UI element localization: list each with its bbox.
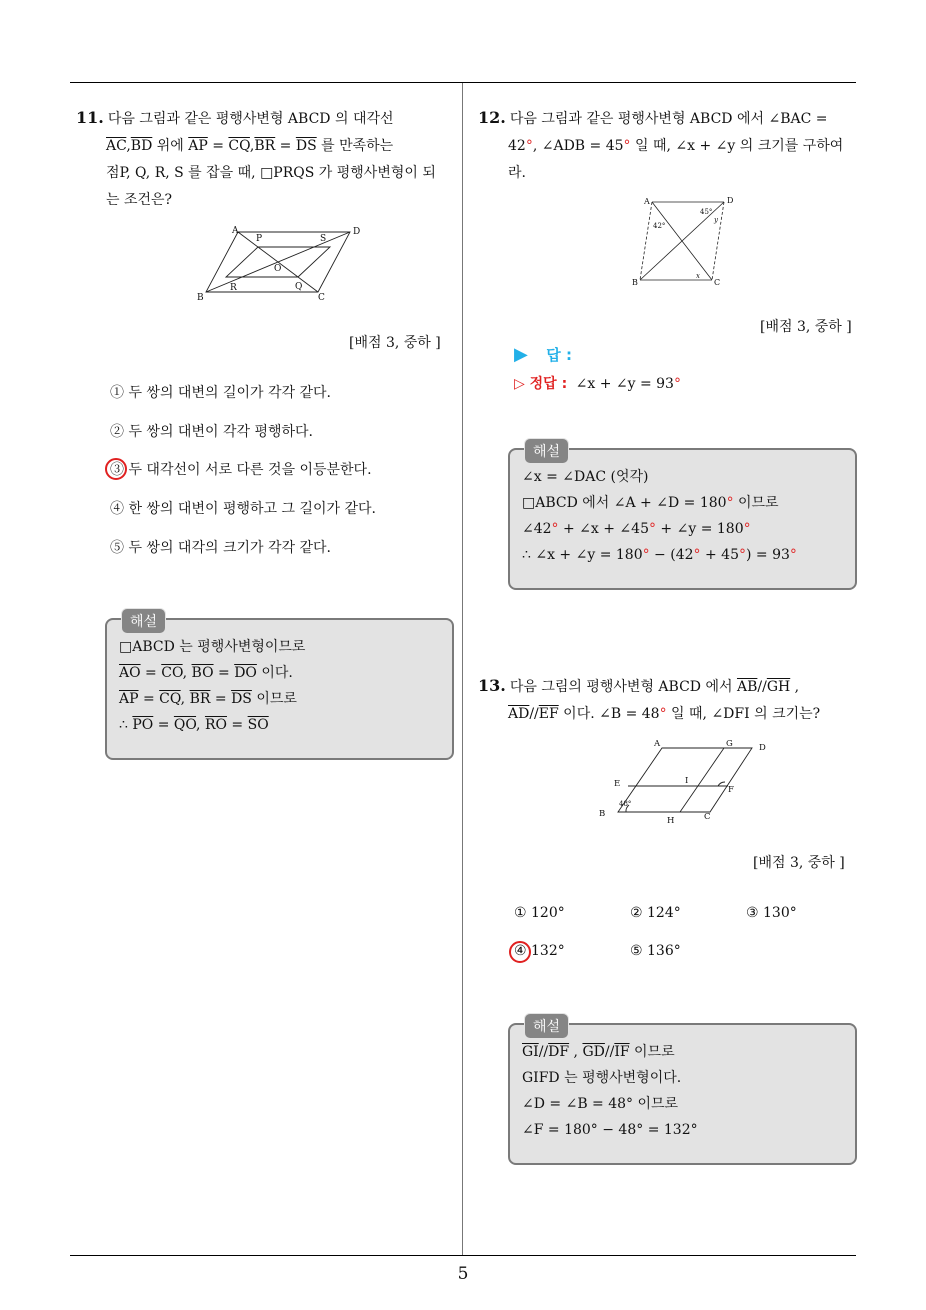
q13-explanation-tag: 해설 <box>524 1013 569 1039</box>
q13-fig-label-i: I <box>685 776 689 786</box>
q12-fig-angle-42: 42° <box>653 222 666 230</box>
q13-explanation-box <box>508 1019 857 1165</box>
q11-fig-label-p: P <box>256 234 263 244</box>
q13-expl-line4: ∠F = 180° − 48° = 132° <box>522 1122 698 1138</box>
q13-selected-answer-mark <box>509 941 531 963</box>
q13-fig-label-b: B <box>599 809 606 819</box>
q11-expl-line3: $\overline{AP} = \overline{CQ}$, $\overline{BR} = \overline{DS}$ 이므로 <box>119 691 297 707</box>
q11-expl-line1: □ABCD 는 평행사변형이므로 <box>119 639 306 655</box>
q12-correct-row: ▷ 정답 : ∠x + ∠y = 93° <box>514 376 681 392</box>
q11-fig-label-a: A <box>232 226 239 236</box>
q12-fig-label-a: A <box>644 197 650 206</box>
q12-line3: 라. <box>508 165 526 181</box>
q11-fig-label-d: D <box>353 227 361 237</box>
q13-choice-4[interactable]: ④ 132° <box>514 943 565 959</box>
q11-fig-label-s: S <box>320 234 327 244</box>
q13-figure <box>592 734 782 828</box>
q11-explanation-box <box>105 614 454 760</box>
q12-line2: 42°, ∠ADB = 45° 일 때, ∠x + ∠y 의 크기를 구하여 <box>508 138 844 154</box>
q11-figure <box>190 222 370 306</box>
q12-answer-row <box>514 344 572 365</box>
column-divider <box>462 83 463 1255</box>
q12-fig-label-c: C <box>714 278 721 287</box>
q13-expl-line1: $\overline{GI}//\overline{DF}$ , $\overline{GD}//\overline{IF}$ 이므로 <box>522 1044 675 1060</box>
top-rule <box>70 82 856 83</box>
page-number: 5 <box>457 1264 469 1284</box>
q12-fig-label-b: B <box>632 278 638 287</box>
q11-expl-line2: $\overline{AO} = \overline{CO}$, $\overline{BO} = \overline{DO}$ 이다. <box>119 665 293 681</box>
q13-score: [배점 3, 중하 ] <box>753 855 845 871</box>
q13-fig-label-f: F <box>728 785 734 795</box>
q12-fig-angle-x: x <box>696 272 700 280</box>
q11-number: 11. <box>76 108 104 127</box>
q12-answer-label: 답 : <box>546 346 573 364</box>
q11-selected-answer-mark <box>105 458 127 480</box>
bottom-rule <box>70 1255 856 1256</box>
q12-expl-line3: ∠42° + ∠x + ∠45° + ∠y = 180° <box>522 521 751 537</box>
q12-expl-line4: ∴ ∠x + ∠y = 180° − (42° + 45°) = 93° <box>522 547 797 563</box>
q13-fig-label-a: A <box>654 739 661 749</box>
q11-fig-label-q: Q <box>295 282 303 292</box>
q13-choice-3[interactable]: ③ 130° <box>746 905 797 921</box>
q11-text <box>76 104 454 214</box>
q12-number: 12. <box>478 108 506 127</box>
q11-choice-1[interactable]: ① 두 쌍의 대변의 길이가 각각 같다. <box>110 385 331 401</box>
q13-text <box>478 672 858 728</box>
q13-fig-label-h: H <box>667 816 675 826</box>
q13-choice-5[interactable]: ⑤ 136° <box>630 943 681 959</box>
q11-expl-line4: ∴ $\overline{PO} = \overline{QO}$, $\overline{RO} = \overline{SO}$ <box>119 717 269 733</box>
q12-expl-line2: □ABCD 에서 ∠A + ∠D = 180° 이므로 <box>522 495 779 511</box>
q11-line4: 는 조건은? <box>106 192 173 208</box>
q12-correct-label: ▷ 정답 : <box>514 376 568 392</box>
q12-explanation-tag: 해설 <box>524 438 569 464</box>
q13-fig-angle-48: 48° <box>619 800 632 808</box>
q11-choice-2[interactable]: ② 두 쌍의 대변이 각각 평행하다. <box>110 424 313 440</box>
q11-choice-5[interactable]: ⑤ 두 쌍의 대각의 크기가 각각 같다. <box>110 540 331 556</box>
q12-figure <box>626 192 746 292</box>
q12-score: [배점 3, 중하 ] <box>760 319 852 335</box>
q13-fig-label-d: D <box>759 743 766 753</box>
q13-fig-label-c: C <box>704 812 711 822</box>
q11-line1: 11. 다음 그림과 같은 평행사변형 ABCD 의 대각선 <box>76 108 394 127</box>
q12-text <box>478 104 858 187</box>
q11-fig-label-o: O <box>274 264 282 274</box>
q11-line3: 점P, Q, R, S 를 잡을 때, □PRQS 가 평행사변형이 되 <box>106 165 436 181</box>
q11-score: [배점 3, 중하 ] <box>349 335 441 351</box>
q12-fig-angle-y: y <box>714 216 718 224</box>
q12-explanation-box <box>508 444 857 590</box>
q13-choice-2[interactable]: ② 124° <box>630 905 681 921</box>
q13-line2: $\overline{AD}//\overline{EF}$ 이다. ∠B = 48° 일 때, ∠DFI 의 크기는? <box>508 706 821 722</box>
q11-fig-label-b: B <box>197 293 204 303</box>
q12-correct-value: ∠x + ∠y = 93 <box>575 376 674 392</box>
answer-arrow-icon: ▶ <box>514 344 528 365</box>
q13-fig-label-g: G <box>726 739 733 749</box>
q12-line1: 12. 다음 그림과 같은 평행사변형 ABCD 에서 ∠BAC = <box>478 108 828 127</box>
q13-expl-line2: GIFD 는 평행사변형이다. <box>522 1070 682 1086</box>
q11-line2: $\overline{AC},\overline{BD}$ 위에 $\overline{AP} = \overline{CQ},\overline{BR} = \overline{DS}$ 를 만족하는 <box>106 138 394 154</box>
q11-fig-label-c: C <box>318 293 325 303</box>
q13-number: 13. <box>478 676 506 695</box>
q11-fig-label-r: R <box>230 283 237 293</box>
q12-fig-angle-45: 45° <box>700 208 713 216</box>
q13-fig-label-e: E <box>614 779 621 789</box>
q12-expl-line1: ∠x = ∠DAC (엇각) <box>522 469 649 485</box>
q13-expl-line3: ∠D = ∠B = 48° 이므로 <box>522 1096 679 1112</box>
q11-choice-4[interactable]: ④ 한 쌍의 대변이 평행하고 그 길이가 같다. <box>110 501 376 517</box>
q12-fig-label-d: D <box>727 196 734 205</box>
q13-line1: 13. 다음 그림의 평행사변형 ABCD 에서 $\overline{AB}//\overline{GH}$ , <box>478 676 800 695</box>
q11-choice-3[interactable]: ③ 두 대각선이 서로 다른 것을 이등분한다. <box>110 462 372 478</box>
q11-explanation-tag: 해설 <box>121 608 166 634</box>
q13-choice-1[interactable]: ① 120° <box>514 905 565 921</box>
